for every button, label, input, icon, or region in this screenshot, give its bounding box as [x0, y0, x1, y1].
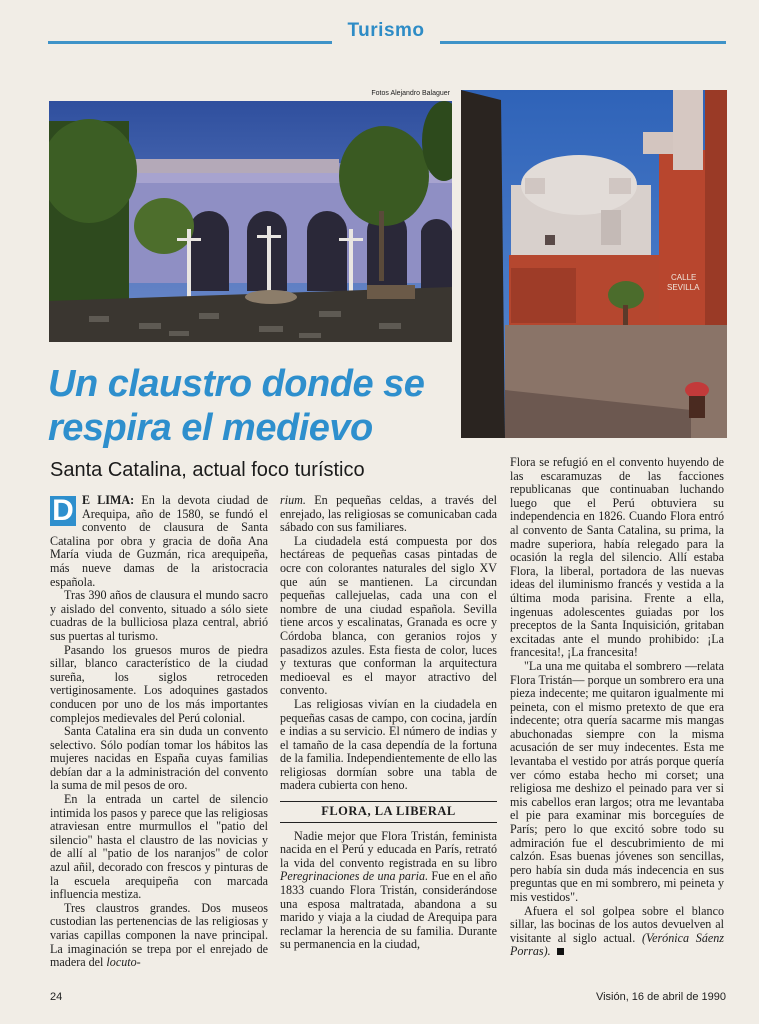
paragraph	[280, 830, 497, 952]
paragraph	[280, 494, 497, 535]
paragraph: Santa Catalina era sin duda un convento selectivo. Sólo podían tomar los hábitos las mujeres nacidas en España cuyas familias debían dar a la administración del convento la suma de mil pesos de oro.	[50, 724, 268, 793]
paragraph	[50, 902, 268, 970]
photo-credit: Fotos Alejandro Balaguer	[371, 90, 450, 97]
book-title: Peregrinaciones de una paria.	[280, 869, 429, 884]
header-rule-left	[48, 41, 332, 44]
paragraph: Las religiosas vivían en la ciudadela en pequeñas casas de campo, con cocina, jardín e indias a su servicio. El número de indias y el tamaño de la casa dependía de la fortuna de la familia. Independientemente de ello las religiosas dormían sobre una tabla de madera cubierta con heno.	[280, 696, 497, 793]
drop-cap: D	[50, 496, 76, 526]
paragraph	[510, 905, 724, 959]
article-subtitle: Santa Catalina, actual foco turístico	[50, 459, 365, 481]
text-column-1	[50, 494, 268, 970]
section-label: Turismo	[347, 20, 425, 41]
author-credit: (Verónica Sáenz Porras).	[510, 930, 724, 959]
header-rule-right	[440, 41, 726, 44]
paragraph: En la entrada un cartel de silencio intimida los pasos y parece que las religiosas atraviesan entre murmullos el "patio del silencio" hasta el claustro de las novicias y de allí al "patio de los naranjos" de color azul añil, decorado con frescos y pinturas de la escuela arequipeña con marcada influencia mestiza.	[50, 792, 268, 902]
end-mark-icon	[557, 948, 564, 955]
dateline: E LIMA:	[82, 493, 135, 507]
street-sign-line1: CALLE	[671, 273, 697, 282]
paragraph-text: Nadie mejor que Flora Tristán, feminista nacida en el Perú y educada en París, retrató la vida del convento registrada en su libro	[280, 828, 497, 870]
paragraph-text: En pequeñas celdas, a través del enrejado, las religiosas se comunicaban cada sábado con sus familiares.	[280, 493, 497, 535]
paragraph: Pasando los gruesos muros de piedra sillar, blanco característico de la ciudad sureña, los siglos retroceden vertiginosamente. Los adoquines gastados conducen por uno de los más importantes complejos medievales del Perú colonial.	[50, 642, 268, 725]
paragraph: Tras 390 años de clausura el mundo sacro y aislado del convento, situado a sólo siete cuadras de la bulliciosa plaza central, abrió sus puertas al turismo.	[50, 588, 268, 643]
subsection-heading: FLORA, LA LIBERAL	[280, 801, 497, 823]
cloister-photo	[49, 101, 452, 342]
street-sign-line2: SEVILLA	[667, 283, 700, 292]
italic-word: locuto-	[106, 955, 141, 970]
paragraph-text: Fue en el año 1833 cuando Flora Tristán, considerándose una esposa maltratada, abandona a su marido y viaja a la ciudad de Arequipa para reclamar la herencia de su familia. Durante su permanencia en la ciudad,	[280, 869, 497, 952]
text-column-3	[510, 456, 724, 959]
paragraph: "La una me quitaba el sombrero —relata Flora Tristán— porque un sombrero era una pieza indecente; me quitaron igualmente mi peineta, con el mismo pretexto de que era indecente; otra quería sacarme mis mangas abuchonadas siempre con la misma acusación de ser muy indecentes. Esta me levantaba el vestido por atrás porque quería ver cómo estaba hecho mi corset; una religiosa me deshizo el peinado para ver si mis cabellos eran largos; otra me levantaba el pie para examinar mis borceguíes de París; pero lo que excitó sobre todo su admiración fue el descubrimiento de mi calzón. Esas buenas jóvenes son sencillas, pero había sin duda más indecencia en sus preguntas que en mi sombrero, mi peineta y mis vestidos".	[510, 658, 724, 904]
paragraph-text: Afuera el sol golpea sobre el blanco sillar, las bocinas de los autos devuelven al visitante al siglo actual.	[510, 903, 724, 945]
paragraph-text: Tres claustros grandes. Dos museos custodian las pertenencias de las religiosas y varias capillas componen la nave principal. La imaginación se trepa por el enrejado de madera del	[50, 900, 268, 970]
text-column-2	[280, 494, 497, 952]
paragraph: La ciudadela está compuesta por dos hectáreas de pequeñas casas pintadas de ocre con colorantes naturales del siglo XV que aún se mantienen. La circundan pequeñas callejuelas, cada una con el nombre de una ciudad española. Sevilla tiene arcos y escalinatas, Granada es ocre y Córdoba blanca, con geranios rojos y pasadizos azules. Esta fiesta de color, luces y texturas que conforman la arquitectura medioeval es el mayor atractivo del convento.	[280, 533, 497, 698]
paragraph	[50, 494, 268, 589]
italic-word: rium.	[280, 493, 306, 507]
page-number: 24	[50, 991, 63, 1003]
magazine-footer: Visión, 16 de abril de 1990	[595, 991, 726, 1003]
article-title: Un claustro donde se respira el medievo	[48, 363, 425, 449]
paragraph-text: En la devota ciudad de Arequipa, año de 1580, se fundó el convento de clausura de Santa Catalina por obra y gracia de doña Ana María viuda de Guzmán, rica arequipeña, más nueve damas de la aristocracia española.	[50, 493, 268, 589]
paragraph: Flora se refugió en el convento huyendo de las escaramuzas de las facciones republicanas que continuaban luchando luego que el Perú obtuviera su independencia en 1826. Cuando Flora entró al convento de Santa Catalina, su prima, la madre superiora, había relegado para la ocasión la regla del silencio. Allí estaba Flora, la liberal, portadora de las nuevas ideas del iluminismo francés y vestida a la última moda parisina. Frente a ella, ingenuas adolescentes guiadas por los preceptos de la Santa Inquisición, gritaban excitadas ante el mundo prohibido: ¡La francesita!, ¡La francesita!	[510, 455, 724, 660]
calle-sevilla-photo	[461, 90, 727, 438]
